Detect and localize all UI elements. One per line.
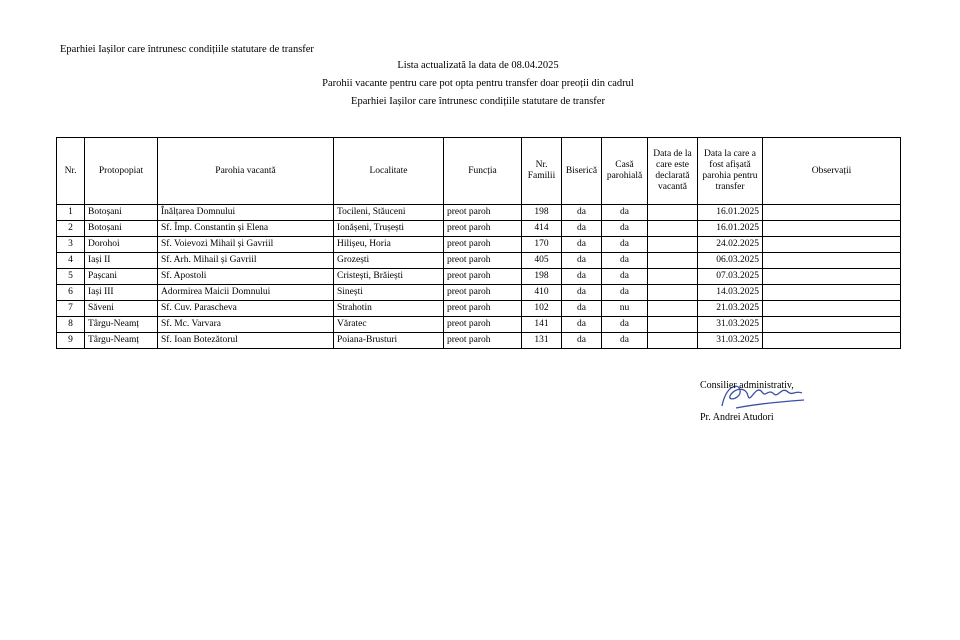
- cell-biserica: da: [562, 317, 602, 333]
- cell-familii: 141: [522, 317, 562, 333]
- cell-nr: 8: [57, 317, 85, 333]
- cell-data-declarata: [648, 269, 698, 285]
- header-familii: Nr. Familii: [522, 138, 562, 205]
- cell-biserica: da: [562, 237, 602, 253]
- cell-protopopiat: Iași II: [85, 253, 158, 269]
- cell-parohia: Sf. Împ. Constantin și Elena: [158, 221, 334, 237]
- header-localitate: Localitate: [334, 138, 444, 205]
- cell-protopopiat: Săveni: [85, 301, 158, 317]
- header-observatii: Observații: [763, 138, 901, 205]
- cell-localitate: Sinești: [334, 285, 444, 301]
- cell-protopopiat: Târgu-Neamț: [85, 333, 158, 349]
- cell-data-declarata: [648, 317, 698, 333]
- header-nr: Nr.: [57, 138, 85, 205]
- cell-casa: nu: [602, 301, 648, 317]
- cell-functia: preot paroh: [444, 269, 522, 285]
- cell-localitate: Ionășeni, Trușești: [334, 221, 444, 237]
- cell-familii: 410: [522, 285, 562, 301]
- cell-protopopiat: Pașcani: [85, 269, 158, 285]
- cell-protopopiat: Târgu-Neamț: [85, 317, 158, 333]
- cell-nr: 9: [57, 333, 85, 349]
- cell-localitate: Grozești: [334, 253, 444, 269]
- cell-functia: preot paroh: [444, 285, 522, 301]
- table-row: [57, 237, 901, 253]
- cell-localitate: Hilișeu, Horia: [334, 237, 444, 253]
- cell-data-declarata: [648, 205, 698, 221]
- table-row: [57, 285, 901, 301]
- cell-observatii: [763, 253, 901, 269]
- cell-biserica: da: [562, 285, 602, 301]
- cell-parohia: Sf. Apostoli: [158, 269, 334, 285]
- cell-familii: 102: [522, 301, 562, 317]
- cell-biserica: da: [562, 205, 602, 221]
- header-parohia: Parohia vacantă: [158, 138, 334, 205]
- cell-nr: 6: [57, 285, 85, 301]
- cell-biserica: da: [562, 269, 602, 285]
- cell-casa: da: [602, 205, 648, 221]
- cell-protopopiat: Botoșani: [85, 205, 158, 221]
- cell-biserica: da: [562, 253, 602, 269]
- cell-familii: 198: [522, 205, 562, 221]
- top-note: Eparhiei Iașilor care întrunesc condițiile statutare de transfer: [60, 44, 314, 55]
- cell-parohia: Sf. Ioan Botezătorul: [158, 333, 334, 349]
- cell-casa: da: [602, 285, 648, 301]
- cell-observatii: [763, 269, 901, 285]
- cell-functia: preot paroh: [444, 237, 522, 253]
- cell-familii: 198: [522, 269, 562, 285]
- cell-data-afisata: 07.03.2025: [698, 269, 763, 285]
- cell-data-declarata: [648, 221, 698, 237]
- cell-biserica: da: [562, 221, 602, 237]
- cell-casa: da: [602, 333, 648, 349]
- cell-parohia: Adormirea Maicii Domnului: [158, 285, 334, 301]
- cell-parohia: Sf. Cuv. Parascheva: [158, 301, 334, 317]
- cell-functia: preot paroh: [444, 221, 522, 237]
- cell-nr: 4: [57, 253, 85, 269]
- cell-observatii: [763, 285, 901, 301]
- cell-functia: preot paroh: [444, 253, 522, 269]
- cell-familii: 131: [522, 333, 562, 349]
- cell-observatii: [763, 317, 901, 333]
- cell-observatii: [763, 205, 901, 221]
- cell-data-afisata: 31.03.2025: [698, 317, 763, 333]
- header-functia: Funcția: [444, 138, 522, 205]
- table-row: [57, 221, 901, 237]
- table-header-row: [57, 138, 901, 205]
- cell-data-afisata: 31.03.2025: [698, 333, 763, 349]
- header-data-declarata: Data de la care este declarată vacantă: [648, 138, 698, 205]
- cell-biserica: da: [562, 301, 602, 317]
- header-protopopiat: Protopopiat: [85, 138, 158, 205]
- cell-data-afisata: 21.03.2025: [698, 301, 763, 317]
- cell-parohia: Sf. Arh. Mihail și Gavriil: [158, 253, 334, 269]
- cell-observatii: [763, 333, 901, 349]
- cell-protopopiat: Iași III: [85, 285, 158, 301]
- cell-nr: 3: [57, 237, 85, 253]
- cell-functia: preot paroh: [444, 205, 522, 221]
- cell-localitate: Poiana-Brusturi: [334, 333, 444, 349]
- signature-block: [700, 370, 794, 434]
- cell-observatii: [763, 221, 901, 237]
- table-body: [57, 205, 901, 349]
- cell-functia: preot paroh: [444, 317, 522, 333]
- cell-casa: da: [602, 269, 648, 285]
- cell-data-declarata: [648, 285, 698, 301]
- cell-data-afisata: 24.02.2025: [698, 237, 763, 253]
- subtitle-line-2: Eparhiei Iașilor care întrunesc condițiile statutare de transfer: [351, 96, 605, 107]
- cell-observatii: [763, 301, 901, 317]
- subtitle-line-1: Parohii vacante pentru care pot opta pentru transfer doar preoții din cadrul: [322, 78, 634, 89]
- cell-localitate: Văratec: [334, 317, 444, 333]
- cell-localitate: Strahotin: [334, 301, 444, 317]
- cell-familii: 170: [522, 237, 562, 253]
- signature-role: Consilier administrativ,: [700, 380, 794, 391]
- cell-data-declarata: [648, 253, 698, 269]
- table-row: [57, 333, 901, 349]
- cell-localitate: Cristești, Brăiești: [334, 269, 444, 285]
- table-row: [57, 269, 901, 285]
- cell-protopopiat: Botoșani: [85, 221, 158, 237]
- cell-localitate: Tocileni, Stăuceni: [334, 205, 444, 221]
- cell-observatii: [763, 237, 901, 253]
- cell-parohia: Sf. Mc. Varvara: [158, 317, 334, 333]
- header-biserica: Biserică: [562, 138, 602, 205]
- table-row: [57, 205, 901, 221]
- cell-familii: 414: [522, 221, 562, 237]
- signature-name: Pr. Andrei Atudori: [700, 412, 774, 423]
- table-row: [57, 317, 901, 333]
- header-casa: Casă parohială: [602, 138, 648, 205]
- cell-biserica: da: [562, 333, 602, 349]
- cell-data-declarata: [648, 333, 698, 349]
- table-row: [57, 253, 901, 269]
- cell-familii: 405: [522, 253, 562, 269]
- cell-casa: da: [602, 317, 648, 333]
- cell-data-afisata: 14.03.2025: [698, 285, 763, 301]
- cell-data-afisata: 16.01.2025: [698, 205, 763, 221]
- cell-functia: preot paroh: [444, 301, 522, 317]
- cell-casa: da: [602, 237, 648, 253]
- vacant-parishes-table: [56, 137, 901, 349]
- cell-functia: preot paroh: [444, 333, 522, 349]
- cell-parohia: Sf. Voievozi Mihail și Gavriil: [158, 237, 334, 253]
- cell-parohia: Înălțarea Domnului: [158, 205, 334, 221]
- cell-data-afisata: 16.01.2025: [698, 221, 763, 237]
- cell-nr: 7: [57, 301, 85, 317]
- header-data-afisata: Data la care a fost afișată parohia pentru transfer: [698, 138, 763, 205]
- cell-nr: 1: [57, 205, 85, 221]
- table-row: [57, 301, 901, 317]
- cell-data-afisata: 06.03.2025: [698, 253, 763, 269]
- cell-data-declarata: [648, 301, 698, 317]
- cell-data-declarata: [648, 237, 698, 253]
- cell-nr: 2: [57, 221, 85, 237]
- cell-nr: 5: [57, 269, 85, 285]
- cell-protopopiat: Dorohoi: [85, 237, 158, 253]
- cell-casa: da: [602, 253, 648, 269]
- cell-casa: da: [602, 221, 648, 237]
- list-date-heading: Lista actualizată la data de 08.04.2025: [397, 60, 559, 71]
